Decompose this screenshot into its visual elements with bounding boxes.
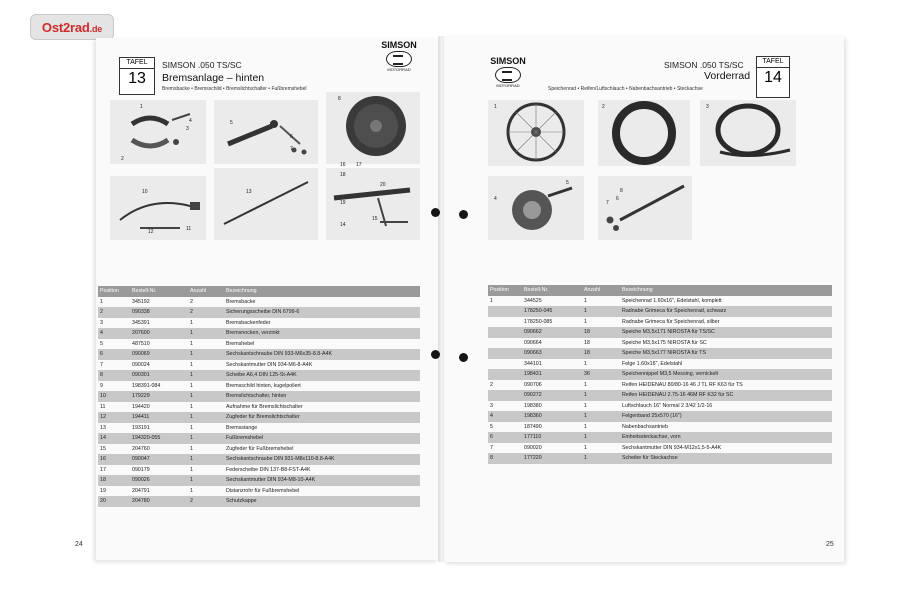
table-row — [488, 338, 832, 349]
table-row — [98, 391, 420, 402]
part-callout: 1 — [140, 104, 143, 110]
cell-quantity: 1 — [188, 412, 224, 423]
logo-domain: .de — [89, 23, 103, 34]
cell-position — [488, 327, 522, 338]
cell-position: 4 — [488, 411, 522, 422]
site-logo[interactable] — [30, 14, 114, 40]
tafel-label: TAFEL — [757, 57, 789, 68]
cell-quantity: 2 — [188, 496, 224, 507]
cell-position — [488, 369, 522, 380]
part-callout: 5 — [566, 180, 569, 186]
part-callout: 3 — [186, 126, 189, 132]
table-row — [98, 370, 420, 381]
cell-order-number: 090663 — [522, 348, 582, 359]
part-callout: 1 — [494, 104, 497, 110]
cell-description: Distanzrohr für Fußbremshebel — [226, 487, 300, 494]
table-row — [98, 454, 420, 465]
table-header — [98, 286, 420, 297]
cell-order-number: 194420 — [132, 403, 150, 410]
cell-position: 16 — [98, 454, 130, 465]
cell-description: Scheibe A6,4 DIN 125-St-A4K — [224, 370, 420, 381]
cell-order-number: 194411 — [130, 412, 188, 423]
cell-order-number: 198380 — [524, 402, 542, 409]
parts-table-right — [488, 285, 832, 464]
cell-order-number: 198360 — [522, 411, 582, 422]
cell-order-number: 090047 — [130, 454, 188, 465]
table-row — [98, 307, 420, 318]
cell-description: Nabenbachsantrieb — [622, 423, 668, 430]
cell-order-number: 177110 — [522, 432, 582, 443]
cell-position: 12 — [98, 412, 130, 423]
part-image-brake-lever — [214, 100, 318, 164]
cell-quantity: 1 — [190, 340, 193, 347]
binder-hole — [459, 210, 468, 219]
table-row — [488, 443, 832, 454]
table-row — [98, 433, 420, 444]
table-row — [488, 317, 832, 328]
cell-quantity: 1 — [190, 487, 193, 494]
cell-position: 5 — [490, 423, 493, 430]
cell-position: 20 — [98, 496, 130, 507]
tafel-label: TAFEL — [120, 58, 154, 69]
cell-order-number: 198391-084 — [132, 382, 161, 389]
part-image-speedometer-drive — [488, 176, 584, 240]
cell-description: Aufnahme für Bremslichtschalter — [226, 403, 303, 410]
cell-position: 4 — [98, 328, 130, 339]
table-row — [98, 328, 420, 339]
table-row — [488, 390, 832, 401]
cell-position: 1 — [100, 298, 103, 305]
part-image-brake-rod — [214, 168, 318, 240]
cell-description: Bremsstange — [226, 424, 258, 431]
cell-position: 7 — [490, 444, 493, 451]
cell-quantity: 1 — [584, 402, 587, 409]
cell-description: Speiche M3,5x171 NIROSTA für TS/SC — [620, 327, 832, 338]
cell-position — [488, 348, 522, 359]
cell-position — [488, 338, 522, 349]
cell-description: Scheibe für Steckachse — [620, 453, 832, 464]
cell-quantity: 1 — [188, 475, 224, 486]
cell-order-number: 194320-055 — [130, 433, 188, 444]
table-row — [488, 453, 832, 464]
cell-description: Felgenband 25x570 (16") — [620, 411, 832, 422]
simson-brand — [484, 56, 532, 88]
cell-quantity: 1 — [190, 403, 193, 410]
cell-order-number: 344101 — [524, 360, 542, 367]
cell-quantity: 2 — [188, 307, 224, 318]
cell-description: Luftschlauch 16" Normal 2 3/42 1/2-16 — [622, 402, 713, 409]
front-axle-icon — [598, 176, 692, 240]
cell-description: Bremsbackenfeder — [226, 319, 271, 326]
part-callout: 7 — [290, 146, 293, 152]
simson-emblem-icon — [495, 67, 521, 83]
brand-text: SIMSON — [381, 40, 417, 50]
page-title: Vorderrad — [704, 70, 751, 82]
cell-order-number: 187490 — [524, 423, 542, 430]
cell-order-number: 090272 — [522, 390, 582, 401]
table-row — [488, 306, 832, 317]
part-callout: 6 — [616, 196, 619, 202]
cell-description: Sechskantmutter DIN 934-M8-10-A4K — [224, 475, 420, 486]
part-callout: 16 — [340, 162, 346, 168]
cell-position: 13 — [100, 424, 106, 431]
cell-description: Radnabe Grimeca für Speichenrad, schwarz — [620, 306, 832, 317]
cell-position: 19 — [100, 487, 106, 494]
cell-position: 5 — [100, 340, 103, 347]
cell-order-number: 345192 — [132, 298, 150, 305]
table-row — [98, 349, 420, 360]
cell-position: 1 — [490, 297, 493, 304]
tafel-number: 14 — [764, 69, 782, 86]
cell-position — [488, 359, 522, 370]
cell-description: Speiche M3,5x175 NIROSTA für SC — [622, 339, 707, 346]
table-row — [98, 360, 420, 371]
cell-order-number: 344525 — [524, 297, 542, 304]
cell-description: Schutzkappe — [224, 496, 420, 507]
page-number-right: 25 — [826, 541, 834, 548]
table-row — [488, 411, 832, 422]
model-name: SIMSON .050 TS/SC — [664, 60, 744, 70]
part-callout: 4 — [189, 118, 192, 124]
cell-description: Federscheibe DIN 137-B8-FST-A4K — [226, 466, 311, 473]
part-callout: 11 — [186, 226, 192, 232]
cell-quantity: 1 — [582, 390, 620, 401]
table-row — [98, 402, 420, 413]
cell-description: Speiche M3,5x177 NIROSTA für TS — [620, 348, 832, 359]
part-callout: 15 — [372, 216, 378, 222]
cell-description: Bremslichtschalter, hinten — [224, 391, 420, 402]
cell-position: 8 — [488, 453, 522, 464]
cell-position: 2 — [490, 381, 493, 388]
cell-quantity: 1 — [190, 319, 193, 326]
cell-quantity: 1 — [584, 318, 587, 325]
cell-quantity: 1 — [190, 445, 193, 452]
page-subtitle: Speichenrad • Reifen/Luftschlauch • Nabenbachsantrieb • Steckachse — [548, 86, 703, 92]
cell-quantity: 1 — [582, 411, 620, 422]
cell-order-number: 178250-045 — [522, 306, 582, 317]
table-row — [488, 369, 832, 380]
cell-description: Sechskantmutter DIN 934-M12x1,5-5-A4K — [622, 444, 722, 451]
binder-hole — [431, 350, 440, 359]
cell-description: Radnabe Grimeca für Speichenrad, silber — [622, 318, 720, 325]
brand-text: SIMSON — [490, 56, 526, 66]
table-row — [98, 339, 420, 350]
cell-quantity: 1 — [582, 453, 620, 464]
cell-order-number: 090026 — [130, 475, 188, 486]
cell-order-number: 178250-085 — [524, 318, 553, 325]
cell-position — [488, 390, 522, 401]
cell-description: Felge 1.60x16", Edelstahl — [622, 360, 683, 367]
cell-order-number: 090301 — [130, 370, 188, 381]
cell-description: Fußbremshebel — [224, 433, 420, 444]
cell-order-number: 090664 — [524, 339, 542, 346]
table-row — [98, 496, 420, 507]
table-row — [488, 348, 832, 359]
binder-hole — [431, 208, 440, 217]
part-callout: 5 — [230, 120, 233, 126]
cell-quantity: 36 — [582, 369, 620, 380]
cell-order-number: 090706 — [524, 381, 542, 388]
cell-quantity: 1 — [188, 328, 224, 339]
cell-position: 17 — [100, 466, 106, 473]
table-header — [488, 285, 832, 296]
part-callout: 4 — [494, 196, 497, 202]
cell-position: 3 — [100, 319, 103, 326]
part-callout: 3 — [706, 104, 709, 110]
cell-quantity: 1 — [584, 444, 587, 451]
table-row — [488, 432, 832, 443]
cell-position — [488, 306, 522, 317]
col-quantity: Anzahl — [582, 285, 620, 296]
tafel-box-left — [119, 57, 155, 95]
table-row — [98, 318, 420, 329]
cell-quantity: 18 — [582, 327, 620, 338]
cell-quantity: 1 — [188, 349, 224, 360]
cell-order-number: 207600 — [130, 328, 188, 339]
cell-description: Sicherungsscheibe DIN 6799-6 — [224, 307, 420, 318]
table-row — [98, 475, 420, 486]
part-image-brake-plate — [326, 92, 420, 164]
col-position: Position — [98, 286, 130, 297]
cell-position: 11 — [100, 403, 106, 410]
part-callout: 14 — [340, 222, 346, 228]
cell-position: 9 — [100, 382, 103, 389]
part-callout: 2 — [121, 156, 124, 162]
model-name: SIMSON .050 TS/SC — [162, 60, 242, 70]
table-row — [488, 401, 832, 412]
part-image-tire — [598, 100, 690, 166]
cell-description: Speichennippel M3,5 Messing, vernickelt — [620, 369, 832, 380]
page-title: Bremsanlage – hinten — [162, 72, 265, 84]
col-description: Bezeichnung — [620, 285, 832, 296]
cell-order-number: 090662 — [522, 327, 582, 338]
table-row — [488, 380, 832, 391]
table-row — [488, 296, 832, 307]
tafel-number: 13 — [128, 70, 146, 87]
table-row — [488, 327, 832, 338]
cell-quantity: 1 — [584, 381, 587, 388]
speedometer-drive-icon — [488, 176, 584, 240]
cell-description: Einheitssteckachse, vorn — [620, 432, 832, 443]
cell-order-number: 193191 — [132, 424, 150, 431]
part-callout: 2 — [602, 104, 605, 110]
cell-description: Bremsschild hinten, kugelpoliert — [226, 382, 301, 389]
cell-order-number: 090024 — [132, 361, 150, 368]
cell-position: 2 — [98, 307, 130, 318]
cell-position: 6 — [488, 432, 522, 443]
cell-quantity: 1 — [190, 361, 193, 368]
cell-description: Zugfeder für Fußbremshebel — [226, 445, 294, 452]
cell-order-number: 345391 — [132, 319, 150, 326]
part-callout: 10 — [142, 189, 148, 195]
part-callout: 19 — [340, 200, 346, 206]
cell-order-number: 090069 — [130, 349, 188, 360]
cell-position: 10 — [98, 391, 130, 402]
simson-emblem-icon — [386, 51, 412, 67]
part-image-brake-shoes — [110, 100, 206, 164]
part-callout: 13 — [246, 189, 252, 195]
cell-quantity: 1 — [188, 454, 224, 465]
inner-tube-icon — [700, 100, 796, 166]
cell-description: Sechskantschraube DIN 931-M8x110-8.8-A4K — [224, 454, 420, 465]
table-row — [98, 423, 420, 434]
part-callout: 17 — [356, 162, 362, 168]
cell-description: Speichenrad 1.60x16", Edelstahl, komplett — [622, 297, 722, 304]
cell-quantity: 1 — [584, 297, 587, 304]
cell-description: Reifen HEIDENAU 80/80-16 46 J TL RF K63 für TS — [622, 381, 743, 388]
spoke-wheel-icon — [488, 100, 584, 166]
table-row — [98, 486, 420, 497]
cell-order-number: 090179 — [132, 466, 150, 473]
cell-quantity: 2 — [190, 298, 193, 305]
part-callout: 8 — [620, 188, 623, 194]
part-image-front-axle — [598, 176, 692, 240]
cell-position: 18 — [98, 475, 130, 486]
cell-order-number: 204780 — [130, 496, 188, 507]
page-number-left: 24 — [75, 541, 83, 548]
brake-lever-icon — [214, 100, 318, 164]
table-row — [98, 297, 420, 308]
col-description: Bezeichnung — [224, 286, 420, 297]
table-row — [488, 359, 832, 370]
cell-description: Sechskantmutter DIN 934-M6-8-A4K — [226, 361, 313, 368]
cell-quantity: 1 — [188, 370, 224, 381]
cell-quantity: 1 — [190, 424, 193, 431]
brake-plate-icon — [326, 92, 420, 164]
table-row — [98, 381, 420, 392]
tire-icon — [598, 100, 690, 166]
cell-quantity: 1 — [190, 382, 193, 389]
part-callout: 7 — [606, 200, 609, 206]
cell-order-number: 487510 — [132, 340, 150, 347]
cell-quantity: 1 — [584, 423, 587, 430]
binder-hole — [459, 353, 468, 362]
cell-quantity: 1 — [582, 432, 620, 443]
part-callout: 20 — [380, 182, 386, 188]
parts-table-left — [98, 286, 420, 507]
cell-description: Reifen HEIDENAU 2.75-16 46M RF K32 für SC — [620, 390, 832, 401]
part-callout: 8 — [338, 96, 341, 102]
brake-light-switch-icon — [110, 176, 206, 240]
table-row — [98, 444, 420, 455]
cell-order-number: 177220 — [522, 453, 582, 464]
cell-quantity: 1 — [582, 306, 620, 317]
cell-order-number: 179229 — [130, 391, 188, 402]
cell-order-number: 090020 — [524, 444, 542, 451]
col-order-number: Bestell-Nr. — [130, 286, 188, 297]
cell-quantity: 1 — [584, 360, 587, 367]
cell-quantity: 1 — [188, 391, 224, 402]
brake-rod-icon — [214, 168, 318, 240]
cell-description: Sechskantschraube DIN 933-M6x35-8.8-A4K — [224, 349, 420, 360]
cell-quantity: 18 — [582, 348, 620, 359]
col-position: Position — [488, 285, 522, 296]
brake-shoes-icon — [110, 100, 206, 164]
table-row — [98, 465, 420, 476]
cell-position: 8 — [98, 370, 130, 381]
brand-small-text: MOTORRAD — [387, 67, 411, 72]
table-row — [488, 422, 832, 433]
brand-small-text: MOTORRAD — [496, 83, 520, 88]
cell-position — [488, 317, 522, 328]
part-callout: 6 — [290, 134, 293, 140]
part-image-brake-light-switch — [110, 176, 206, 240]
col-order-number: Bestell-Nr. — [522, 285, 582, 296]
cell-order-number: 204791 — [132, 487, 150, 494]
cell-description: Bremshebel — [226, 340, 255, 347]
part-image-inner-tube — [700, 100, 796, 166]
cell-order-number: 204760 — [132, 445, 150, 452]
logo-text: Ost2rad — [41, 19, 90, 35]
cell-position: 7 — [100, 361, 103, 368]
cell-description: Zugfeder für Bremslichtschalter — [224, 412, 420, 423]
cell-position: 6 — [98, 349, 130, 360]
part-image-spoke-wheel — [488, 100, 584, 166]
cell-quantity: 1 — [190, 466, 193, 473]
simson-brand — [375, 40, 423, 72]
tafel-box-right — [756, 56, 790, 98]
cell-order-number: 090338 — [130, 307, 188, 318]
cell-position: 3 — [490, 402, 493, 409]
cell-quantity: 1 — [188, 433, 224, 444]
table-row — [98, 412, 420, 423]
part-callout: 12 — [148, 229, 154, 235]
cell-position: 14 — [98, 433, 130, 444]
cell-order-number: 198431 — [522, 369, 582, 380]
col-quantity: Anzahl — [188, 286, 224, 297]
cell-description: Bremsbacke — [226, 298, 256, 305]
page-subtitle: Bremsbacke • Bremsschild • Bremslichtschalter • Fußbremshebel — [162, 86, 307, 92]
cell-description: Bremsnocken, verzinkt — [224, 328, 420, 339]
cell-position: 15 — [100, 445, 106, 452]
cell-quantity: 18 — [584, 339, 590, 346]
part-callout: 18 — [340, 172, 346, 178]
